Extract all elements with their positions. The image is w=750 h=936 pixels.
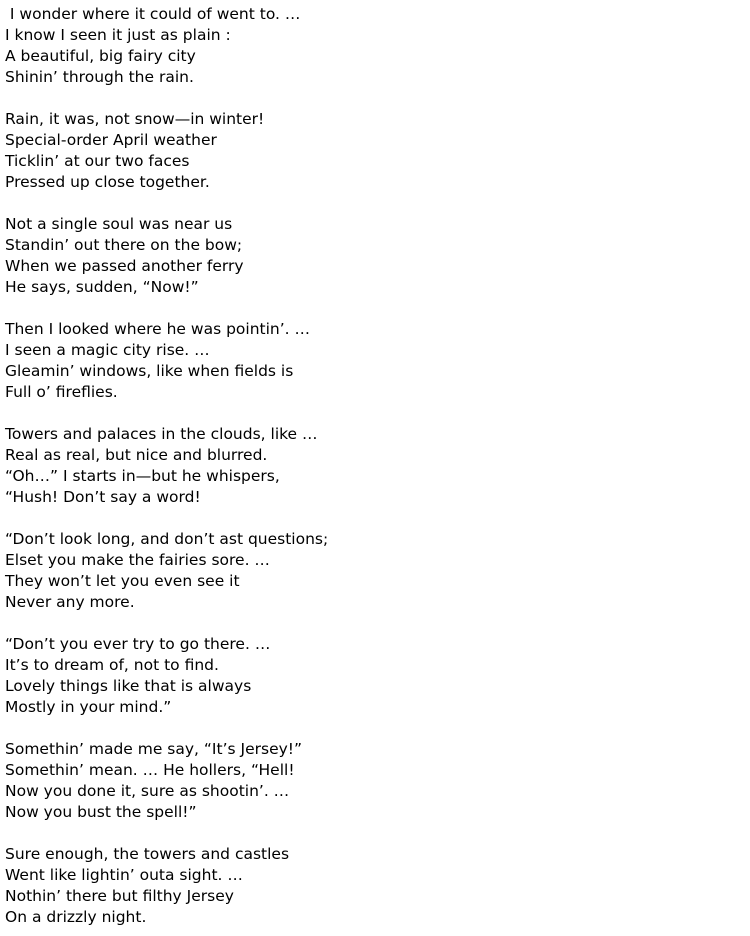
- poem-line: Somethin’ mean. … He hollers, “Hell!: [5, 761, 295, 779]
- poem-line: He says, sudden, “Now!”: [5, 278, 199, 296]
- poem-line: I wonder where it could of went to. …: [5, 5, 301, 23]
- stanza: [5, 739, 328, 823]
- poem-line: Nothin’ there but filthy Jersey: [5, 887, 234, 905]
- poem-line: Full o’ fireflies.: [5, 383, 118, 401]
- poem-line: Lovely things like that is always: [5, 677, 252, 695]
- poem-line: On a drizzly night.: [5, 908, 147, 926]
- poem-line: “Don’t you ever try to go there. …: [5, 635, 271, 653]
- poem-line: Towers and palaces in the clouds, like …: [5, 425, 318, 443]
- stanza: [5, 844, 328, 928]
- poem-line: Then I looked where he was pointin’. …: [5, 320, 311, 338]
- poem-line: Not a single soul was near us: [5, 215, 233, 233]
- poem-line: They won’t let you even see it: [5, 572, 240, 590]
- poem-text: [5, 4, 328, 928]
- stanza: [5, 424, 328, 508]
- poem-line: Ticklin’ at our two faces: [5, 152, 190, 170]
- poem-line: Gleamin’ windows, like when fields is: [5, 362, 294, 380]
- poem-line: Now you done it, sure as shootin’. …: [5, 782, 290, 800]
- poem-line: A beautiful, big fairy city: [5, 47, 196, 65]
- poem-line: Special-order April weather: [5, 131, 217, 149]
- poem-line: Never any more.: [5, 593, 135, 611]
- stanza: [5, 634, 328, 718]
- stanza: [5, 214, 328, 298]
- poem-line: “Oh…” I starts in—but he whispers,: [5, 467, 280, 485]
- poem-line: Elset you make the fairies sore. …: [5, 551, 270, 569]
- stanza: [5, 529, 328, 613]
- poem-line: I seen a magic city rise. …: [5, 341, 210, 359]
- stanza: [5, 319, 328, 403]
- poem-line: Real as real, but nice and blurred.: [5, 446, 268, 464]
- poem-line: “Don’t look long, and don’t ast questions;: [5, 530, 329, 548]
- poem-line: Went like lightin’ outa sight. …: [5, 866, 243, 884]
- stanza: [5, 4, 328, 88]
- poem-line: Rain, it was, not snow—in winter!: [5, 110, 265, 128]
- poem-line: Standin’ out there on the bow;: [5, 236, 243, 254]
- poem-line: Pressed up close together.: [5, 173, 210, 191]
- poem-line: Now you bust the spell!”: [5, 803, 197, 821]
- poem-line: I know I seen it just as plain :: [5, 26, 231, 44]
- poem-line: Sure enough, the towers and castles: [5, 845, 290, 863]
- poem-line: Somethin’ made me say, “It’s Jersey!”: [5, 740, 303, 758]
- poem-line: Shinin’ through the rain.: [5, 68, 194, 86]
- poem-line: It’s to dream of, not to find.: [5, 656, 219, 674]
- stanza: [5, 109, 328, 193]
- poem-line: Mostly in your mind.”: [5, 698, 172, 716]
- poem-line: “Hush! Don’t say a word!: [5, 488, 201, 506]
- poem-line: When we passed another ferry: [5, 257, 244, 275]
